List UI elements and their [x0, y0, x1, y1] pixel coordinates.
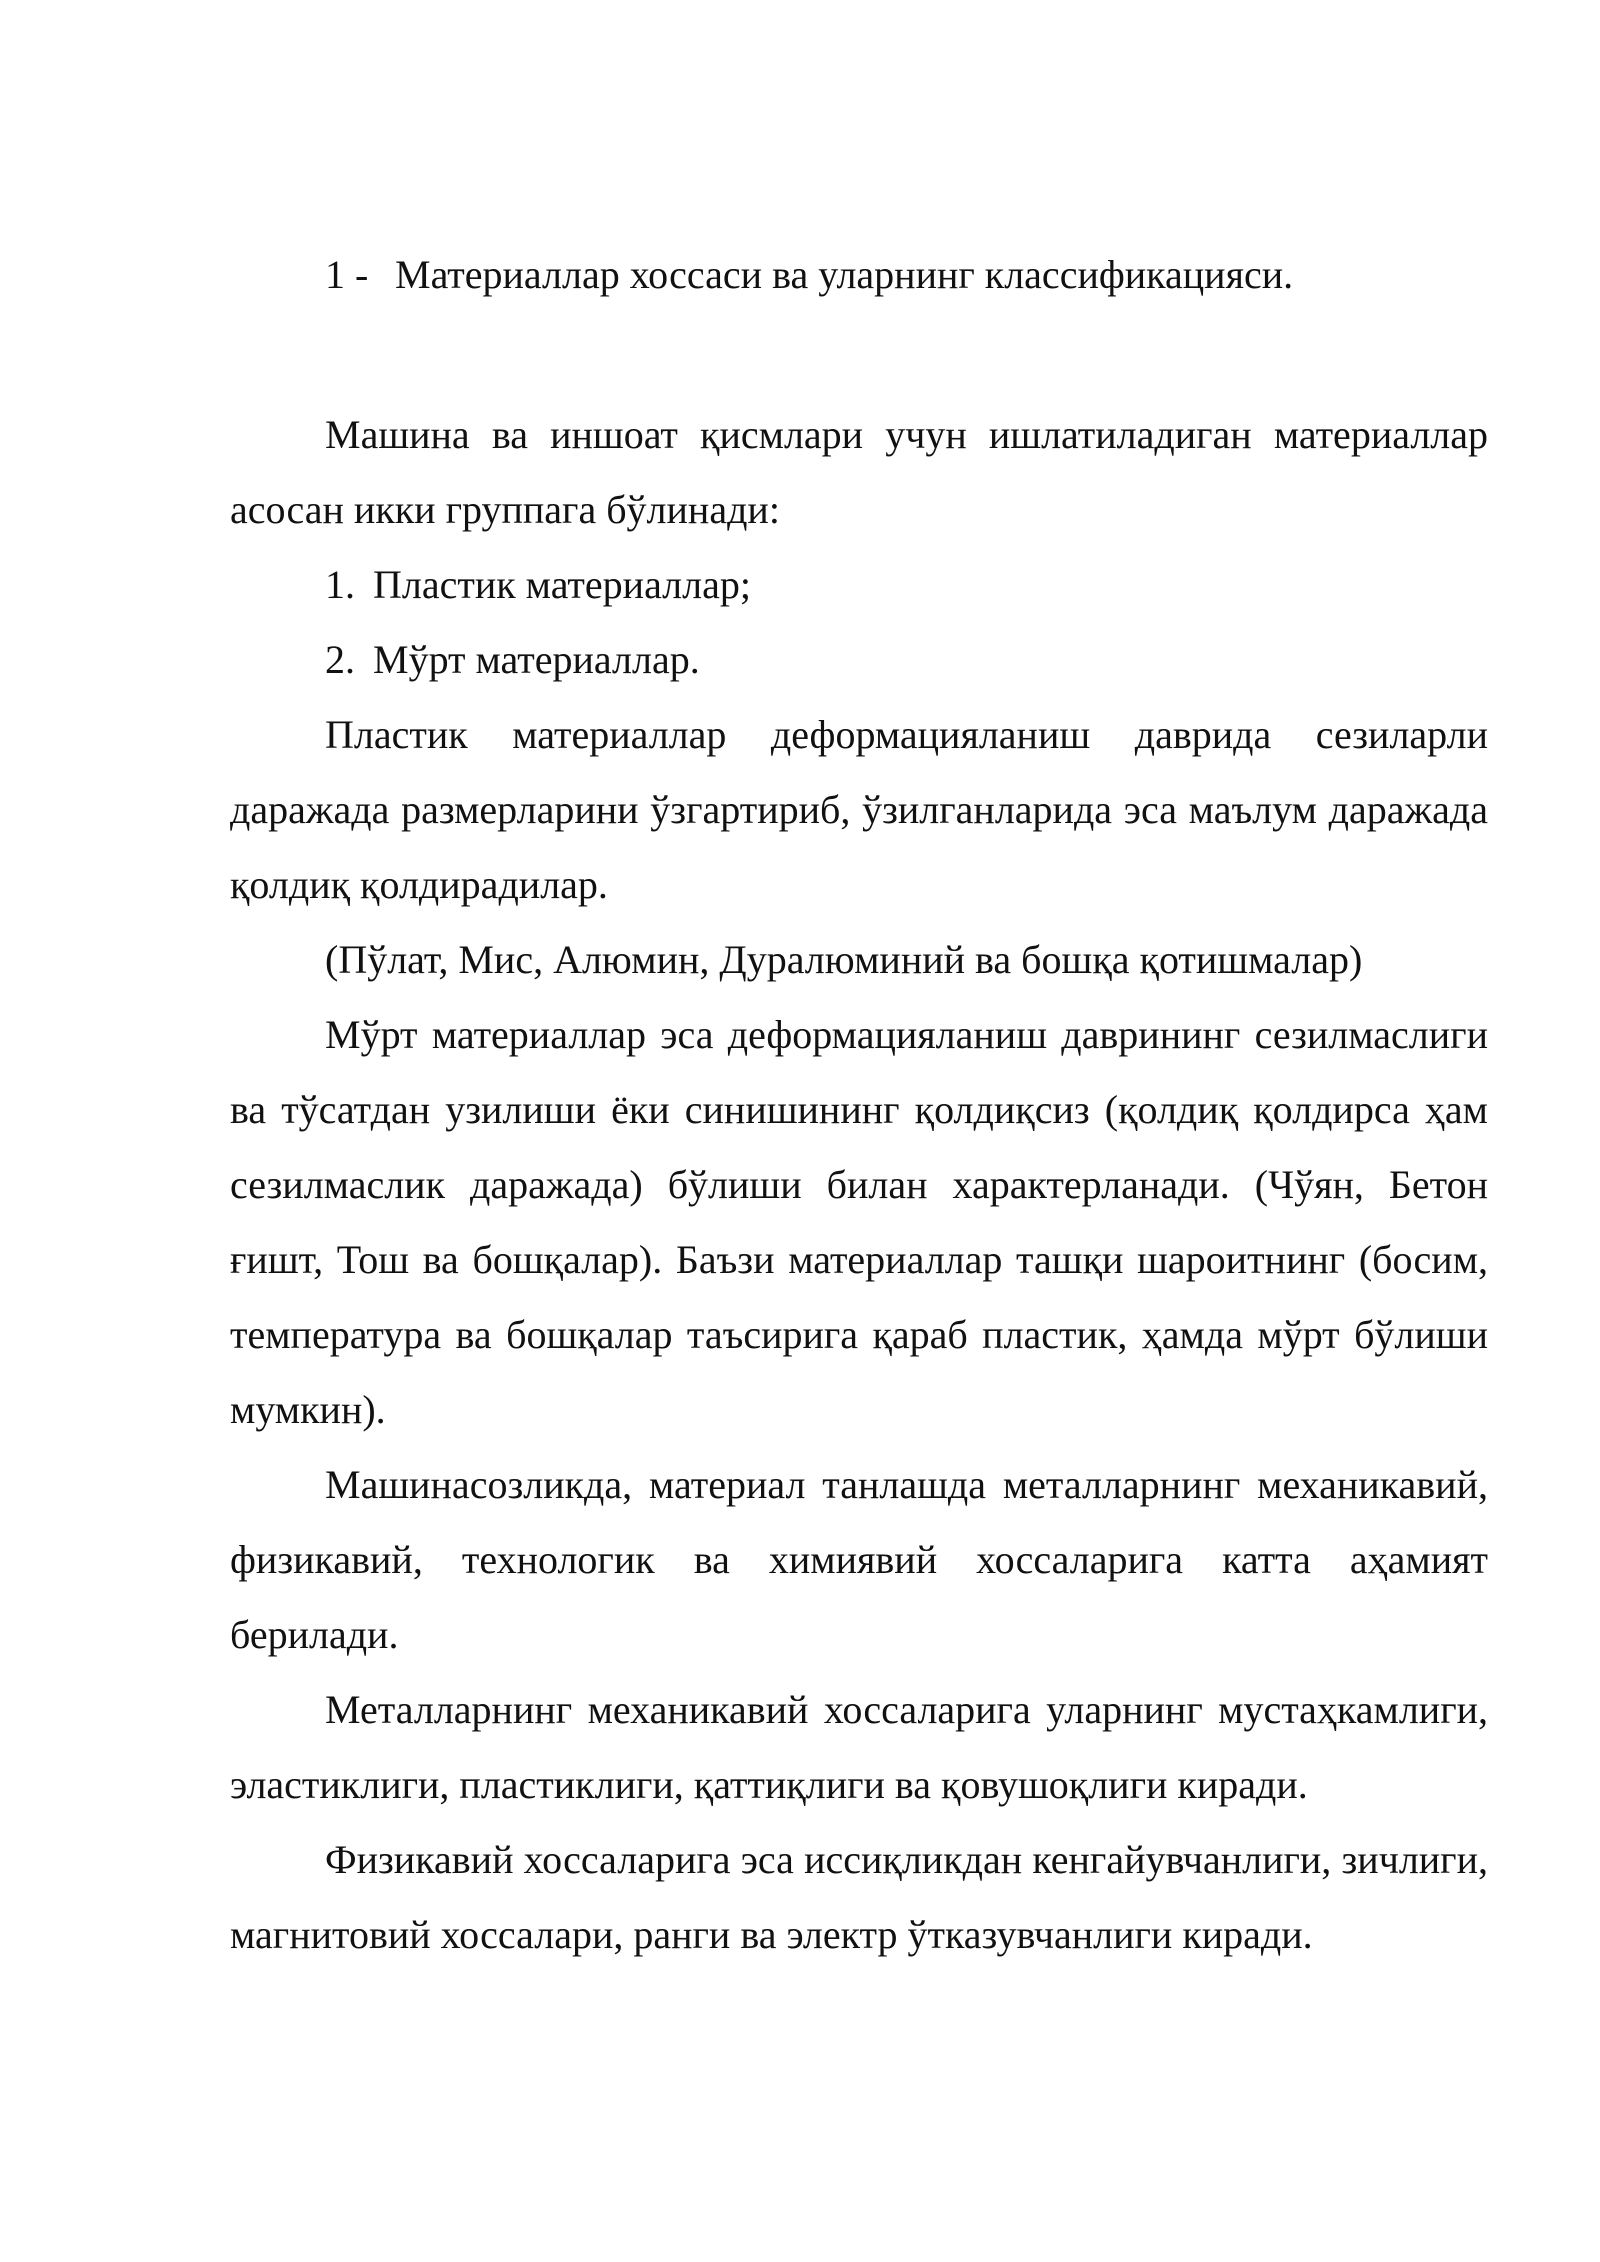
- list-item-text: Мўрт материаллар.: [373, 637, 700, 682]
- physical-paragraph: Физикавий хоссаларига эса иссиқликдан кенгайувчанлиги, зичлиги, магнитовий хоссалари, ранги ва электр ўтказувчанлиги киради.: [230, 1837, 1488, 1957]
- brittle-paragraph: Мўрт материаллар эса деформацияланиш даврининг сезилмаслиги ва тўсатдан узилиши ёки синишининг қолдиқсиз (қолдиқ қолдирса ҳам сезилмаслик даражада) бўлиши билан характерланади. (Чўян, Бетон ғишт, Тош ва бошқалар). Баъзи материаллар ташқи шароитнинг (босим, температура ва бошқалар таъсирига қараб пластик, ҳамда мўрт бўлиши мумкин).: [230, 1012, 1488, 1432]
- list-item: [230, 547, 1488, 622]
- plastic-examples: (Пўлат, Мис, Алюмин, Дуралюминий ва бошқа қотишмалар): [325, 937, 1363, 982]
- list-marker: 1.: [325, 562, 355, 607]
- machine-paragraph: Машинасозликда, материал танлашда металларнинг механикавий, физикавий, технологик ва химиявий хоссаларига катта аҳамият берилади.: [230, 1462, 1488, 1657]
- list-item: [230, 622, 1488, 697]
- plastic-paragraph: Пластик материаллар деформацияланиш даврида сезиларли даражада размерларини ўзгартириб, ўзилганларида эса маълум даражада қолдиқ қолдирадилар.: [230, 712, 1488, 907]
- section-number: 1 -: [325, 252, 369, 297]
- list-item-text: Пластик материаллар;: [373, 562, 751, 607]
- list-marker: 2.: [325, 637, 355, 682]
- document-body: [230, 397, 1488, 1972]
- section-title: [325, 237, 1293, 312]
- intro-paragraph: Машина ва иншоат қисмлари учун ишлатиладиган материаллар асосан икки группага бўлинади:: [230, 412, 1488, 532]
- mechanical-paragraph: Металларнинг механикавий хоссаларига уларнинг мустаҳкамлиги, эластиклиги, пластиклиги, қаттиқлиги ва қовушоқлиги киради.: [230, 1687, 1488, 1807]
- section-title-text: Материаллар хоссаси ва уларнинг классификацияси.: [395, 252, 1294, 297]
